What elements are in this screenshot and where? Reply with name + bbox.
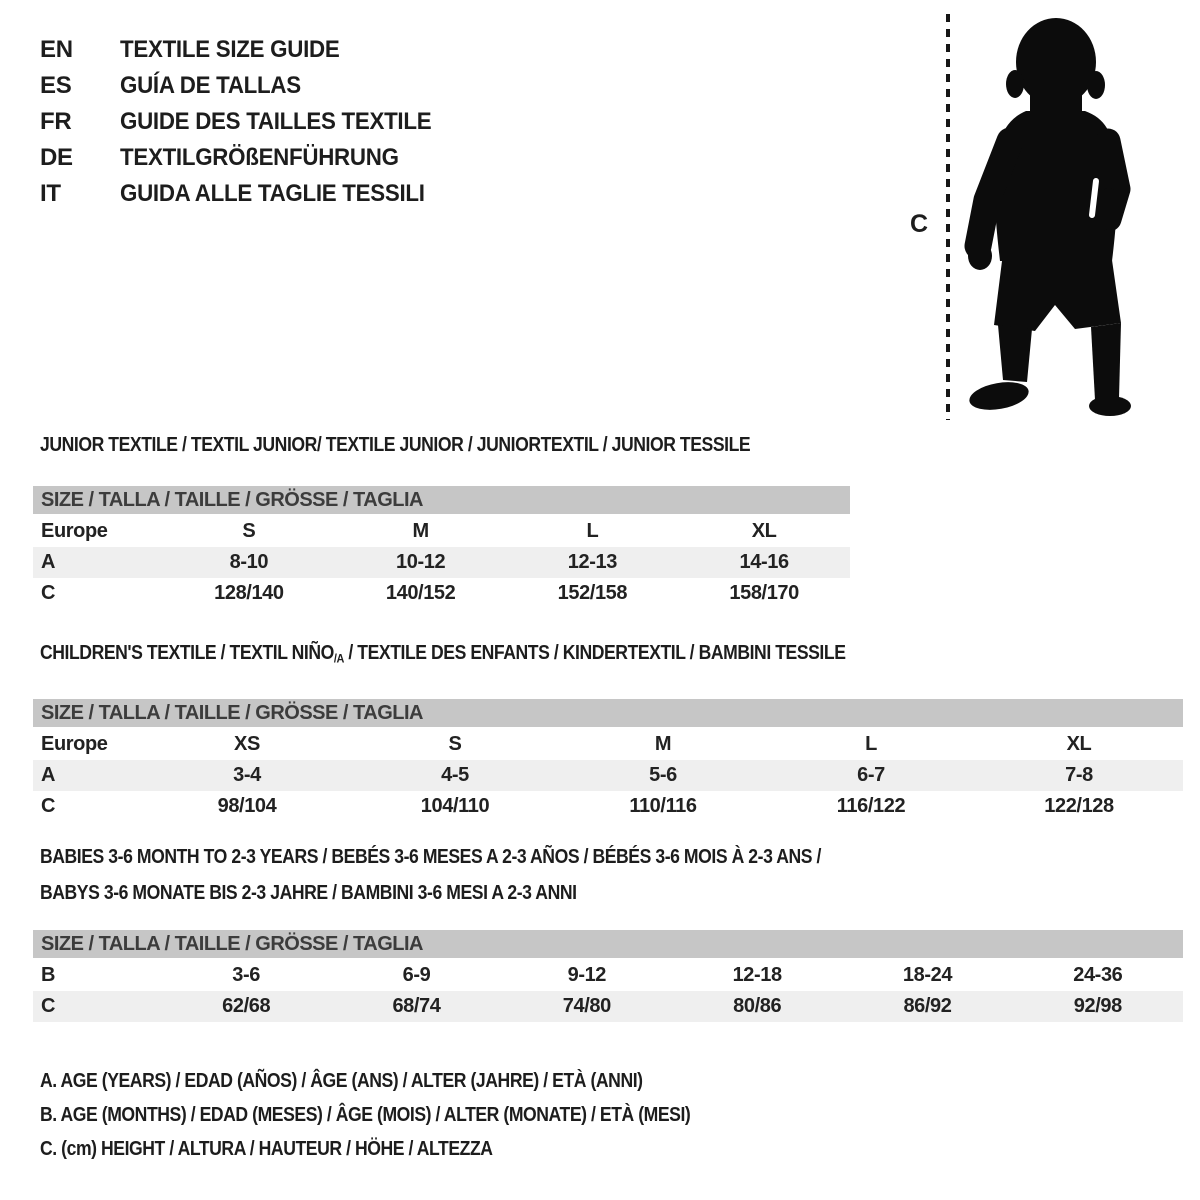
size-table [33,516,850,609]
size-header-band [33,930,1183,958]
table-cell: 104/110 [420,795,490,818]
table-cell: XL [751,520,777,542]
table-row [33,991,1183,1022]
language-row [40,140,455,176]
table-row [33,578,850,609]
section-childrens-textile [33,640,1183,822]
section-title-line [40,432,850,458]
section-title-text [40,875,577,911]
table-cell: 140/152 [385,582,456,604]
section-title [40,839,1183,911]
table-cell: 122/128 [1044,795,1114,818]
language-guide-title: TEXTILGRÖßENFÜHRUNG [120,144,399,171]
table-cell: 18-24 [902,964,953,986]
size-header-band [33,486,850,514]
section-junior-textile [33,432,850,609]
table-cell: XL [1066,733,1092,756]
language-code: DE [40,144,73,171]
section-babies-textile [33,839,1183,1022]
table-row [33,547,850,578]
table-cell: L [586,520,599,542]
height-measure-label: C [910,210,929,238]
table-cell: 14-16 [739,551,789,573]
legend-line [40,1064,779,1098]
language-code: EN [40,36,73,63]
language-row [40,176,455,212]
size-table [33,729,1183,822]
language-row [40,68,455,104]
table-cell: M [654,733,672,756]
table-cell: S [242,520,256,542]
language-row [40,32,455,68]
size-header-label: SIZE / TALLA / TAILLE / GRÖSSE / TAGLIA [41,701,423,724]
table-cell: 5-6 [649,764,677,787]
language-guide-title: GUIDE DES TAILLES TEXTILE [120,108,432,135]
table-cell: 3-6 [232,964,261,986]
section-title-subscript: /A [333,651,344,666]
row-label-cell: Europe [41,520,108,542]
language-guide-title: TEXTILE SIZE GUIDE [120,36,340,63]
table-cell: 86/92 [903,995,952,1017]
section-title-line [40,875,1183,911]
section-title-text [40,839,821,875]
size-header-band [33,699,1183,727]
table-cell: 10-12 [396,551,446,573]
table-row [33,791,1183,822]
row-label-cell: A [41,551,56,573]
table-cell: 62/68 [222,995,271,1017]
row-label-cell: C [41,582,56,604]
legend-text: C. (cm) HEIGHT / ALTURA / HAUTEUR / HÖHE / ALTEZZA [40,1137,493,1160]
row-label-cell: Europe [41,733,108,756]
size-header-label: SIZE / TALLA / TAILLE / GRÖSSE / TAGLIA [41,488,423,511]
table-cell: 8-10 [229,551,269,573]
language-guide-title: GUIDA ALLE TAGLIE TESSILI [120,180,425,207]
table-cell: 158/170 [729,582,799,604]
legend-text: B. AGE (MONTHS) / EDAD (MESES) / ÂGE (MOIS) / ALTER (MONATE) / ETÀ (MESI) [40,1103,691,1126]
row-label-cell: B [41,964,56,986]
table-cell: 80/86 [733,995,782,1017]
table-cell: 3-4 [233,764,261,787]
height-measure-line [946,14,950,420]
table-cell: 9-12 [567,964,607,986]
table-cell: 116/122 [836,795,906,818]
size-table [33,960,1183,1022]
section-title-segment: / TEXTILE DES ENFANTS / KINDERTEXTIL / BAMBINI TESSILE [343,642,846,664]
section-title [40,432,850,458]
legend-line [40,1132,779,1166]
legend-line [40,1098,779,1132]
section-title-line [40,839,1183,875]
row-label-cell: C [41,995,56,1017]
section-title-segment: BABIES 3-6 MONTH TO 2-3 YEARS / BEBÉS 3-6 MESES A 2-3 AÑOS / BÉBÉS 3-6 MOIS À 2-3 ANS / [40,846,821,868]
table-cell: 92/98 [1073,995,1122,1017]
table-cell: 24-36 [1073,964,1123,986]
table-cell: L [865,733,877,756]
table-cell: 12-18 [732,964,782,986]
table-cell: 6-9 [402,964,431,986]
section-title [40,640,1183,671]
table-row [33,960,1183,991]
table-cell: 152/158 [557,582,628,604]
table-cell: 98/104 [217,795,277,818]
section-title-segment: JUNIOR TEXTILE / TEXTIL JUNIOR/ TEXTILE JUNIOR / JUNIORTEXTIL / JUNIOR TESSILE [40,434,751,456]
table-cell: M [412,520,429,542]
table-cell: 6-7 [857,764,885,787]
section-title-text [40,640,846,671]
toddler-silhouette-image [963,15,1148,420]
legend-text: A. AGE (YEARS) / EDAD (AÑOS) / ÂGE (ANS) / ALTER (JAHRE) / ETÀ (ANNI) [40,1069,643,1092]
measurement-legend [40,1064,779,1166]
language-guide-title: GUÍA DE TALLAS [120,72,301,99]
table-cell: 12-13 [567,551,617,573]
section-title-segment: BABYS 3-6 MONATE BIS 2-3 JAHRE / BAMBINI 3-6 MESI A 2-3 ANNI [40,882,577,904]
language-code: ES [40,72,72,99]
language-title-list [40,32,455,212]
row-label-cell: A [41,764,56,787]
table-cell: 110/116 [629,795,697,818]
table-cell: 74/80 [562,995,611,1017]
table-cell: S [448,733,462,756]
table-cell: 128/140 [214,582,284,604]
size-header-label: SIZE / TALLA / TAILLE / GRÖSSE / TAGLIA [41,932,423,955]
table-row [33,760,1183,791]
table-row [33,729,1183,760]
language-row [40,104,455,140]
section-title-text [40,432,750,458]
table-cell: XS [234,733,260,756]
table-cell: 7-8 [1065,764,1093,787]
section-title-line [40,640,1183,671]
language-code: IT [40,180,61,207]
section-title-segment: CHILDREN'S TEXTILE / TEXTIL NIÑO [40,642,334,664]
row-label-cell: C [41,795,56,818]
table-row [33,516,850,547]
language-code: FR [40,108,72,135]
table-cell: 4-5 [441,764,469,787]
table-cell: 68/74 [392,995,441,1017]
